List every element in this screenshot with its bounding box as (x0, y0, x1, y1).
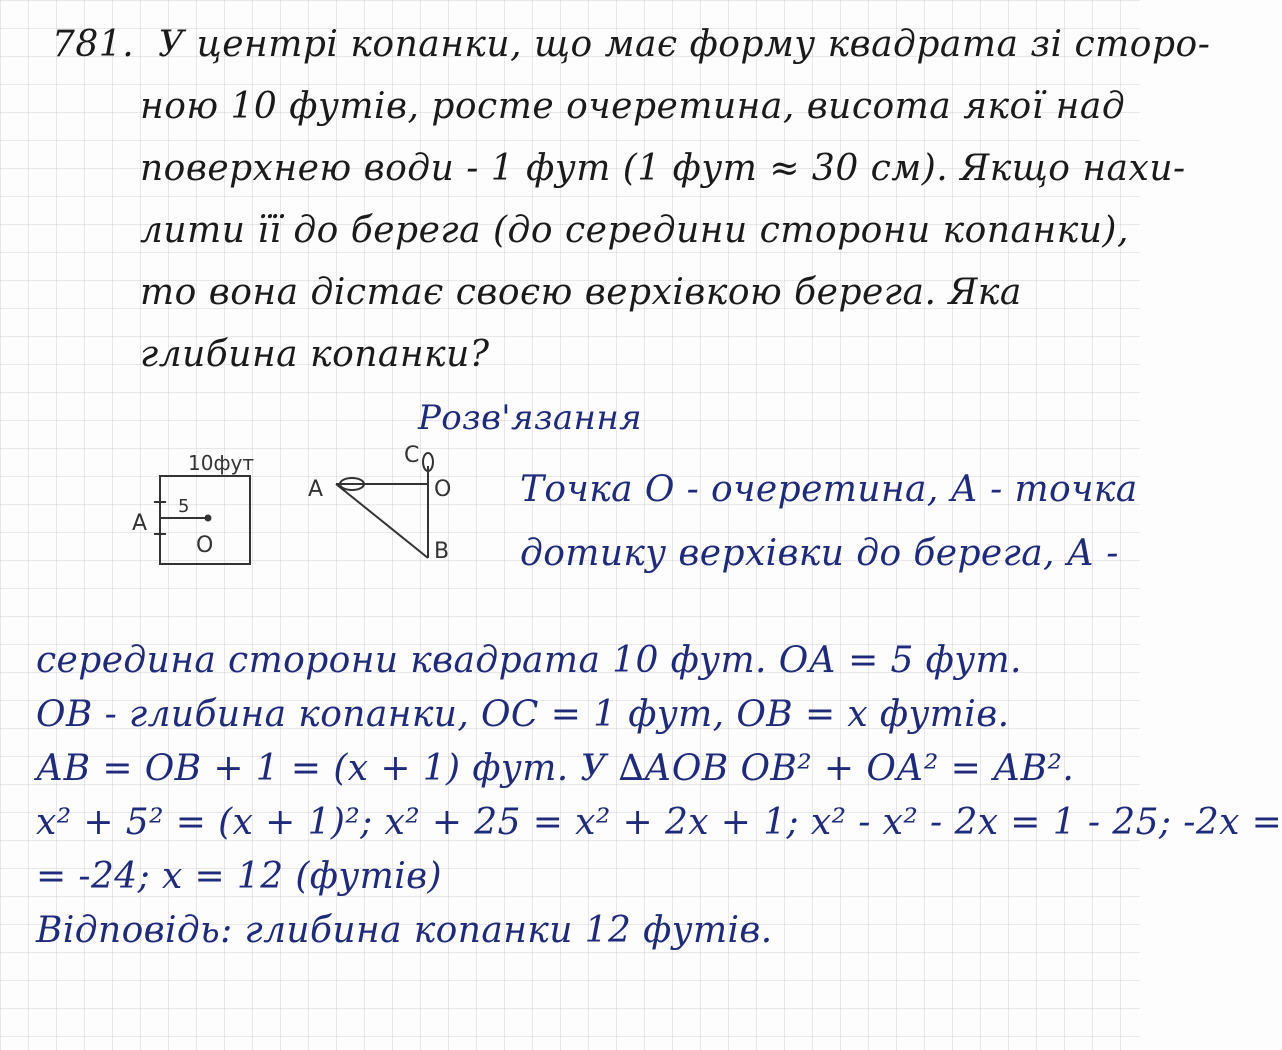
solution-intro (520, 458, 1138, 586)
solution-line: ОВ - глибина копанки, ОС = 1 фут, ОВ = х футів. (36, 694, 1010, 735)
problem-line (52, 14, 1211, 76)
solution-line: = -24; х = 12 (футів) (36, 856, 442, 897)
triangle-label-o: О (434, 477, 452, 502)
answer-line: Відповідь: глибина копанки 12 футів. (36, 910, 773, 951)
center-point (206, 516, 211, 521)
diagrams-svg (120, 440, 500, 580)
square-side-label: А (132, 511, 148, 536)
solution-heading: Розв'язання (418, 398, 643, 438)
triangle-label-c: С (404, 443, 420, 468)
problem-line-text: У центрі копанки, що має форму квадрата зі сторо- (158, 24, 1211, 65)
square-segment-label: 5 (178, 496, 190, 517)
square-top-label: 10фут (188, 451, 255, 475)
solution-line: середина сторони квадрата 10 фут. ОА = 5 фут. (36, 640, 1022, 681)
problem-line: то вона дістає своєю верхівкою берега. Яка (140, 272, 1022, 313)
problem-line: поверхнею води - 1 фут (1 фут ≈ 30 см). Якщо нахи- (140, 148, 1186, 189)
solution-line: дотику верхівки до берега, А - (520, 533, 1119, 574)
triangle-label-b: В (434, 539, 450, 564)
square-center-label: О (196, 533, 214, 558)
segment-ab (336, 484, 428, 558)
solution-line: х² + 5² = (х + 1)²; х² + 25 = х² + 2х + 1; х² - х² - 2х = 1 - 25; -2х = (36, 802, 1282, 843)
solution-body (36, 634, 1282, 958)
problem-number: 781. (52, 24, 135, 65)
diagram-area (120, 440, 500, 584)
solution-line: Точка О - очеретина, А - точка (520, 469, 1138, 510)
triangle-diagram (336, 453, 433, 558)
problem-line: ною 10 футів, росте очеретина, висота якої над (140, 86, 1126, 127)
solution-line: АВ = ОВ + 1 = (х + 1) фут. У ∆АОВ ОВ² + ОА² = АВ². (36, 748, 1075, 789)
problem-line: глибина копанки? (140, 334, 490, 375)
problem-line: лити її до берега (до середини сторони копанки), (140, 210, 1129, 251)
problem-statement (52, 14, 1211, 386)
triangle-label-a: А (308, 477, 324, 502)
